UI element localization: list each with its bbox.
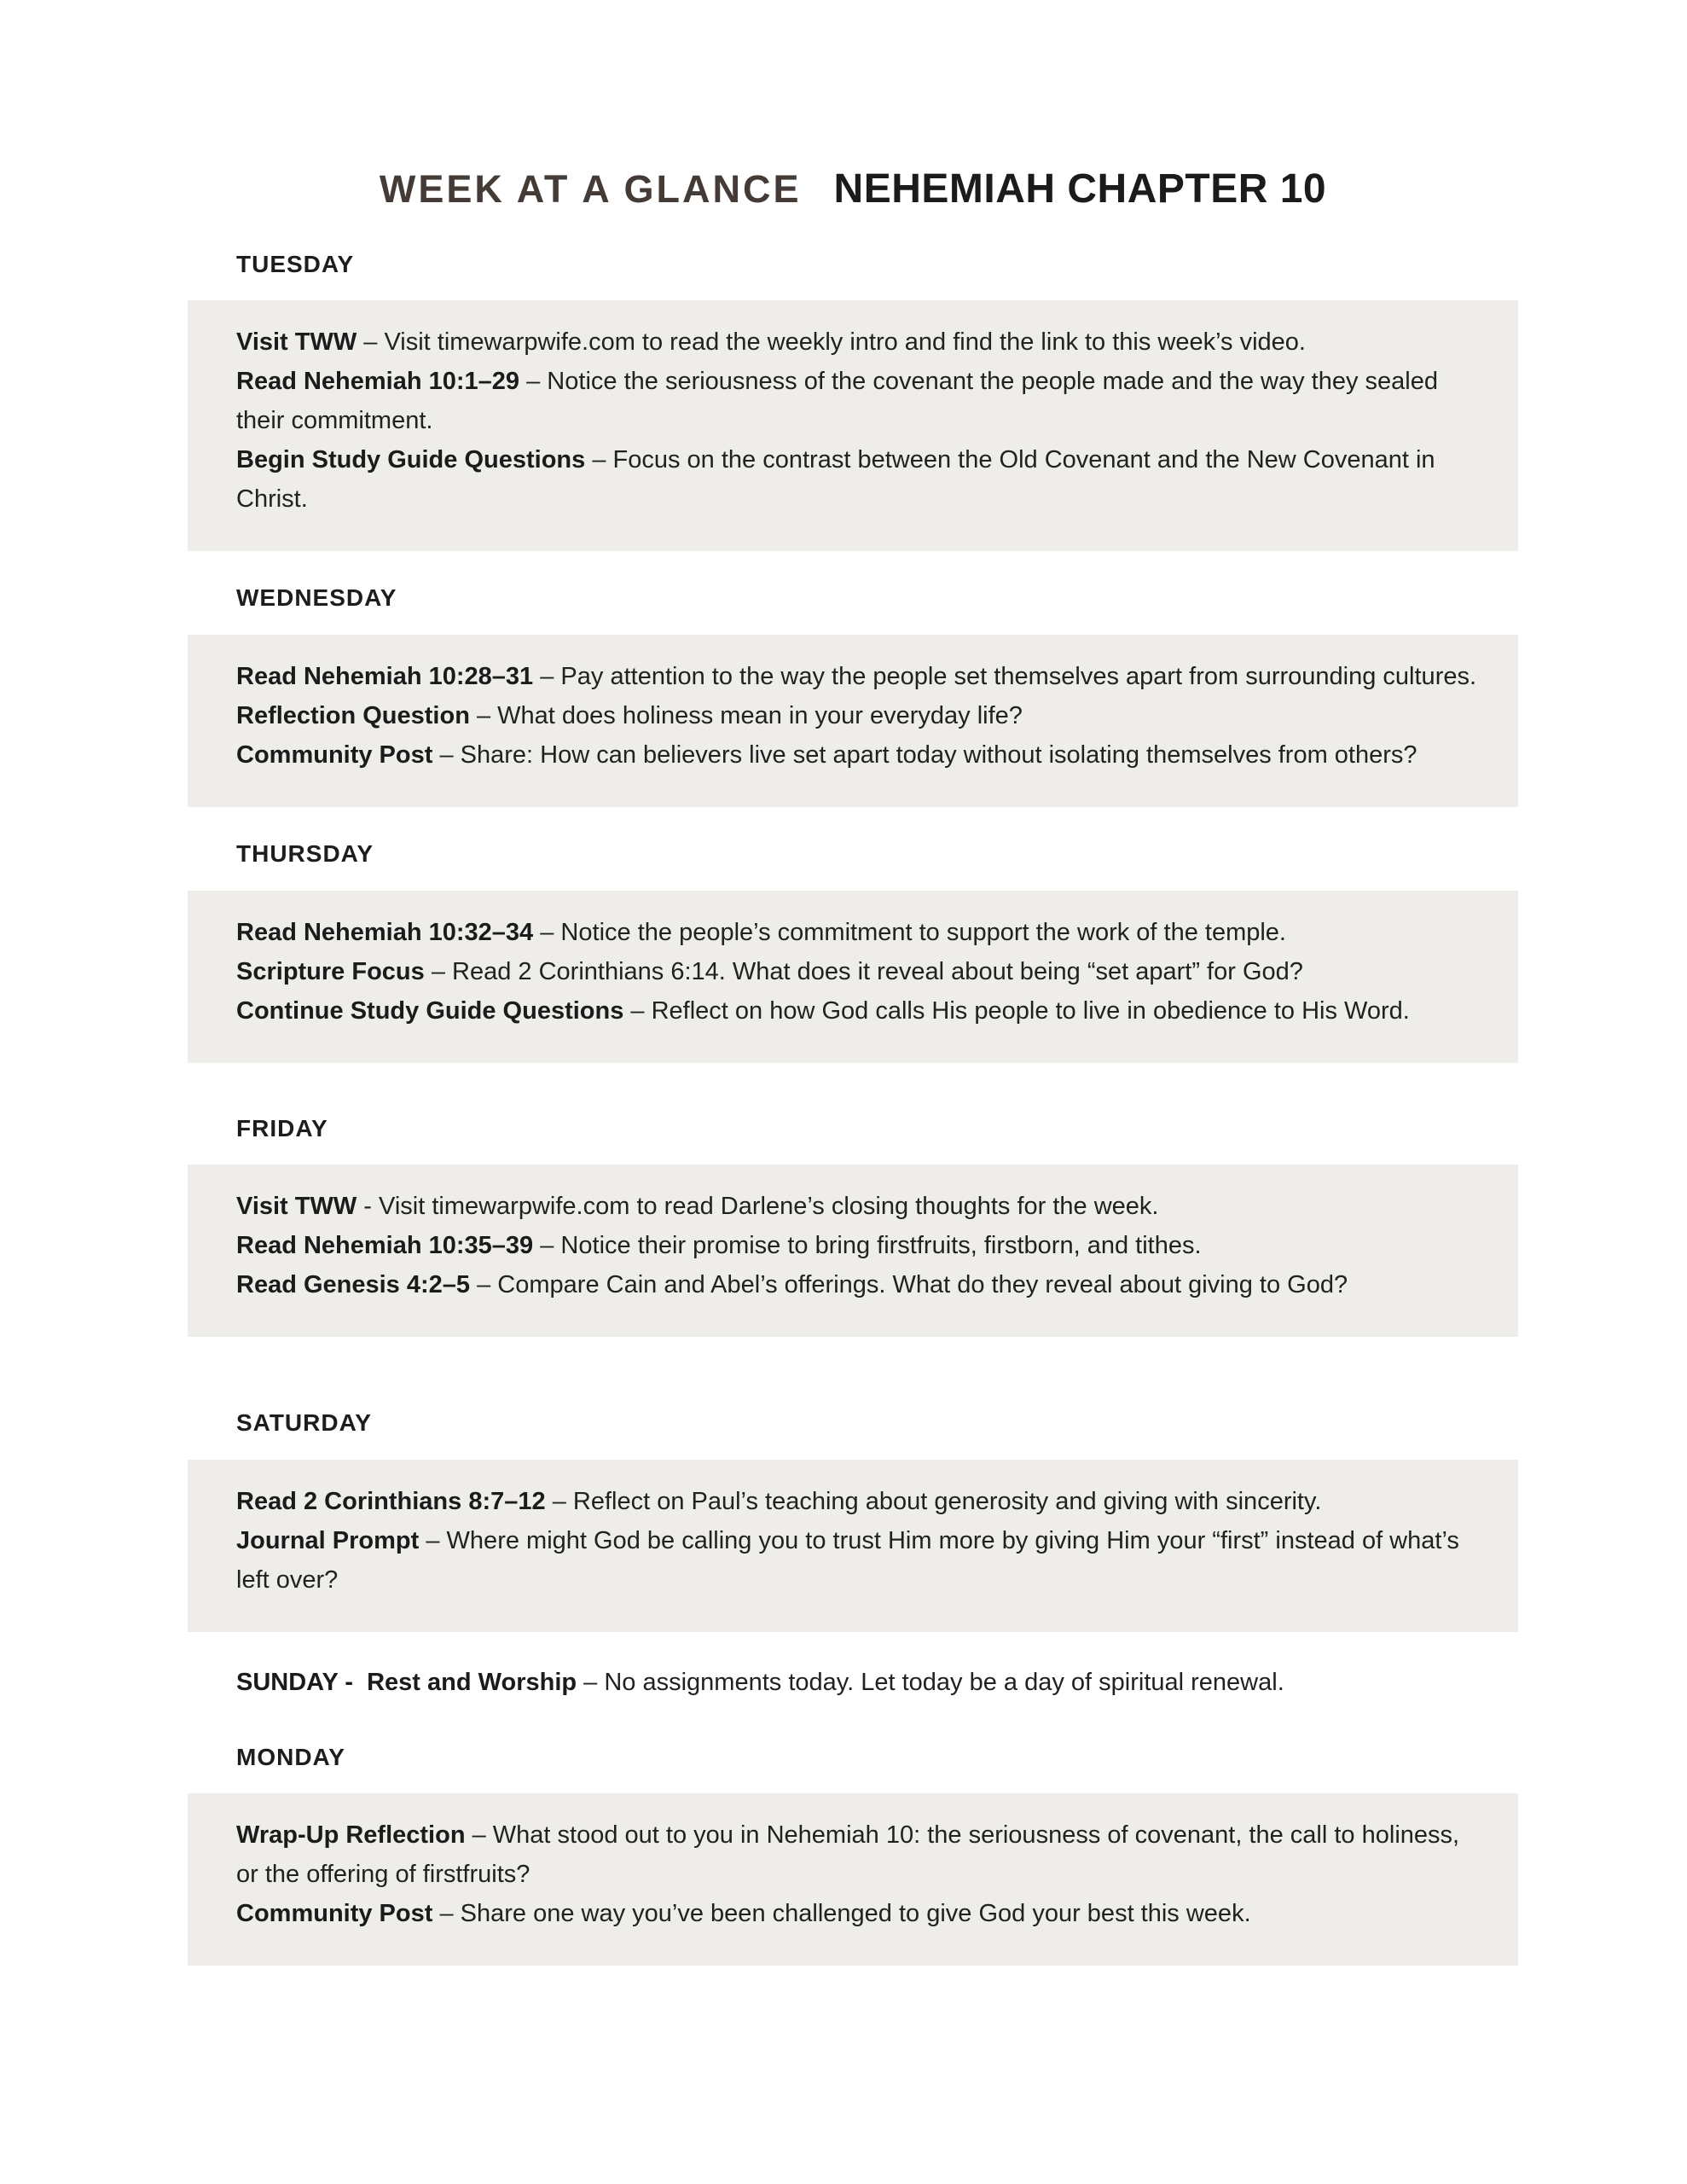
assignment-item [236,1521,1484,1600]
assignment-lead: Read 2 Corinthians 8:7–12 [236,1487,546,1515]
assignment-text: – Notice the seriousness of the covenant the people made and the way they sealed their commitment. [236,368,1438,435]
assignment-item [236,362,1484,440]
assignment-item [236,991,1484,1031]
day-box-monday [188,1793,1518,1966]
assignment-lead: Read Nehemiah 10:28–31 [236,662,534,690]
day-label-wednesday: WEDNESDAY [236,584,397,612]
assignment-text: – Notice their promise to bring firstfruits, firstborn, and tithes. [540,1232,1202,1260]
section-monday [188,1743,1518,1966]
section-thursday [188,839,1518,1063]
day-box-thursday [188,891,1518,1063]
assignment-text: – Share one way you’ve been challenged to give God your best this week. [439,1900,1251,1928]
day-label-monday: MONDAY [236,1743,345,1770]
assignment-item [236,322,1484,362]
assignment-text: – Notice the people’s commitment to support the work of the temple. [540,918,1286,946]
sunday-line [236,1663,1518,1702]
day-label-friday: FRIDAY [236,1114,328,1141]
assignment-text: – Reflect on Paul’s teaching about generosity and giving with sincerity. [552,1487,1322,1515]
day-box-tuesday [188,300,1518,551]
assignment-text: – Read 2 Corinthians 6:14. What does it reveal about being “set apart” for God? [431,957,1303,985]
assignment-item [236,440,1484,519]
section-friday [188,1114,1518,1338]
assignment-text: – What does holiness mean in your everyday life? [476,701,1023,729]
section-sunday [188,1663,1518,1702]
assignment-item [236,1815,1484,1894]
assignment-text: – Share: How can believers live set apart today without isolating themselves from others? [439,741,1417,769]
assignment-lead: Visit TWW [236,1193,357,1221]
assignment-lead: Read Nehemiah 10:1–29 [236,368,520,396]
section-tuesday [188,250,1518,552]
day-label-thursday: THURSDAY [236,839,374,867]
assignment-text: – Focus on the contrast between the Old Covenant and the New Covenant in Christ. [236,446,1435,514]
assignment-lead: Visit TWW [236,328,357,357]
assignment-item [236,1894,1484,1933]
assignment-lead: Wrap-Up Reflection [236,1821,466,1850]
assignment-lead: Read Nehemiah 10:35–39 [236,1232,534,1260]
assignment-item [236,1482,1484,1521]
assignment-lead: Reflection Question [236,701,470,729]
assignment-item [236,657,1484,696]
day-box-wednesday [188,635,1518,807]
page-title-secondary: NEHEMIAH CHAPTER 10 [833,166,1327,212]
assignment-text: – Pay attention to the way the people set themselves apart from surrounding cultures. [540,662,1477,690]
assignment-text: – Where might God be calling you to trust Him more by giving Him your “first” instead of what’s left over? [236,1526,1459,1594]
assignment-item [236,1226,1484,1265]
day-box-friday [188,1165,1518,1337]
assignment-lead: Community Post [236,741,433,769]
assignment-lead: Continue Study Guide Questions [236,996,624,1025]
assignment-lead: Read Nehemiah 10:32–34 [236,918,534,946]
assignment-lead: Community Post [236,1900,433,1928]
assignment-item [236,952,1484,991]
assignment-item [236,1187,1484,1226]
page-title-primary: WEEK AT A GLANCE [379,167,802,211]
assignment-lead: SUNDAY - Rest and Worship [236,1668,577,1696]
assignment-item [236,1265,1484,1304]
day-box-saturday [188,1460,1518,1632]
assignment-lead: Journal Prompt [236,1526,420,1554]
day-label-tuesday: TUESDAY [236,250,355,277]
section-saturday [188,1409,1518,1632]
assignment-item [236,735,1484,775]
assignment-lead: Scripture Focus [236,957,425,985]
assignment-text: – What stood out to you in Nehemiah 10: the seriousness of covenant, the call to holiness, or the offering of firstfruits? [236,1821,1460,1889]
section-wednesday [188,584,1518,807]
assignment-text: – Visit timewarpwife.com to read the weekly intro and find the link to this week’s video. [363,328,1306,357]
assignment-text: – Reflect on how God calls His people to live in obedience to His Word. [630,996,1410,1025]
assignment-text: - Visit timewarpwife.com to read Darlene’s closing thoughts for the week. [363,1193,1159,1221]
assignment-text: – Compare Cain and Abel’s offerings. What do they reveal about giving to God? [477,1271,1348,1299]
page-title [188,167,1518,212]
day-label-saturday: SATURDAY [236,1409,372,1437]
assignment-text: – No assignments today. Let today be a day of spiritual renewal. [583,1668,1284,1696]
assignment-item [236,913,1484,952]
assignment-lead: Read Genesis 4:2–5 [236,1271,471,1299]
assignment-item [236,696,1484,735]
assignment-lead: Begin Study Guide Questions [236,446,586,474]
